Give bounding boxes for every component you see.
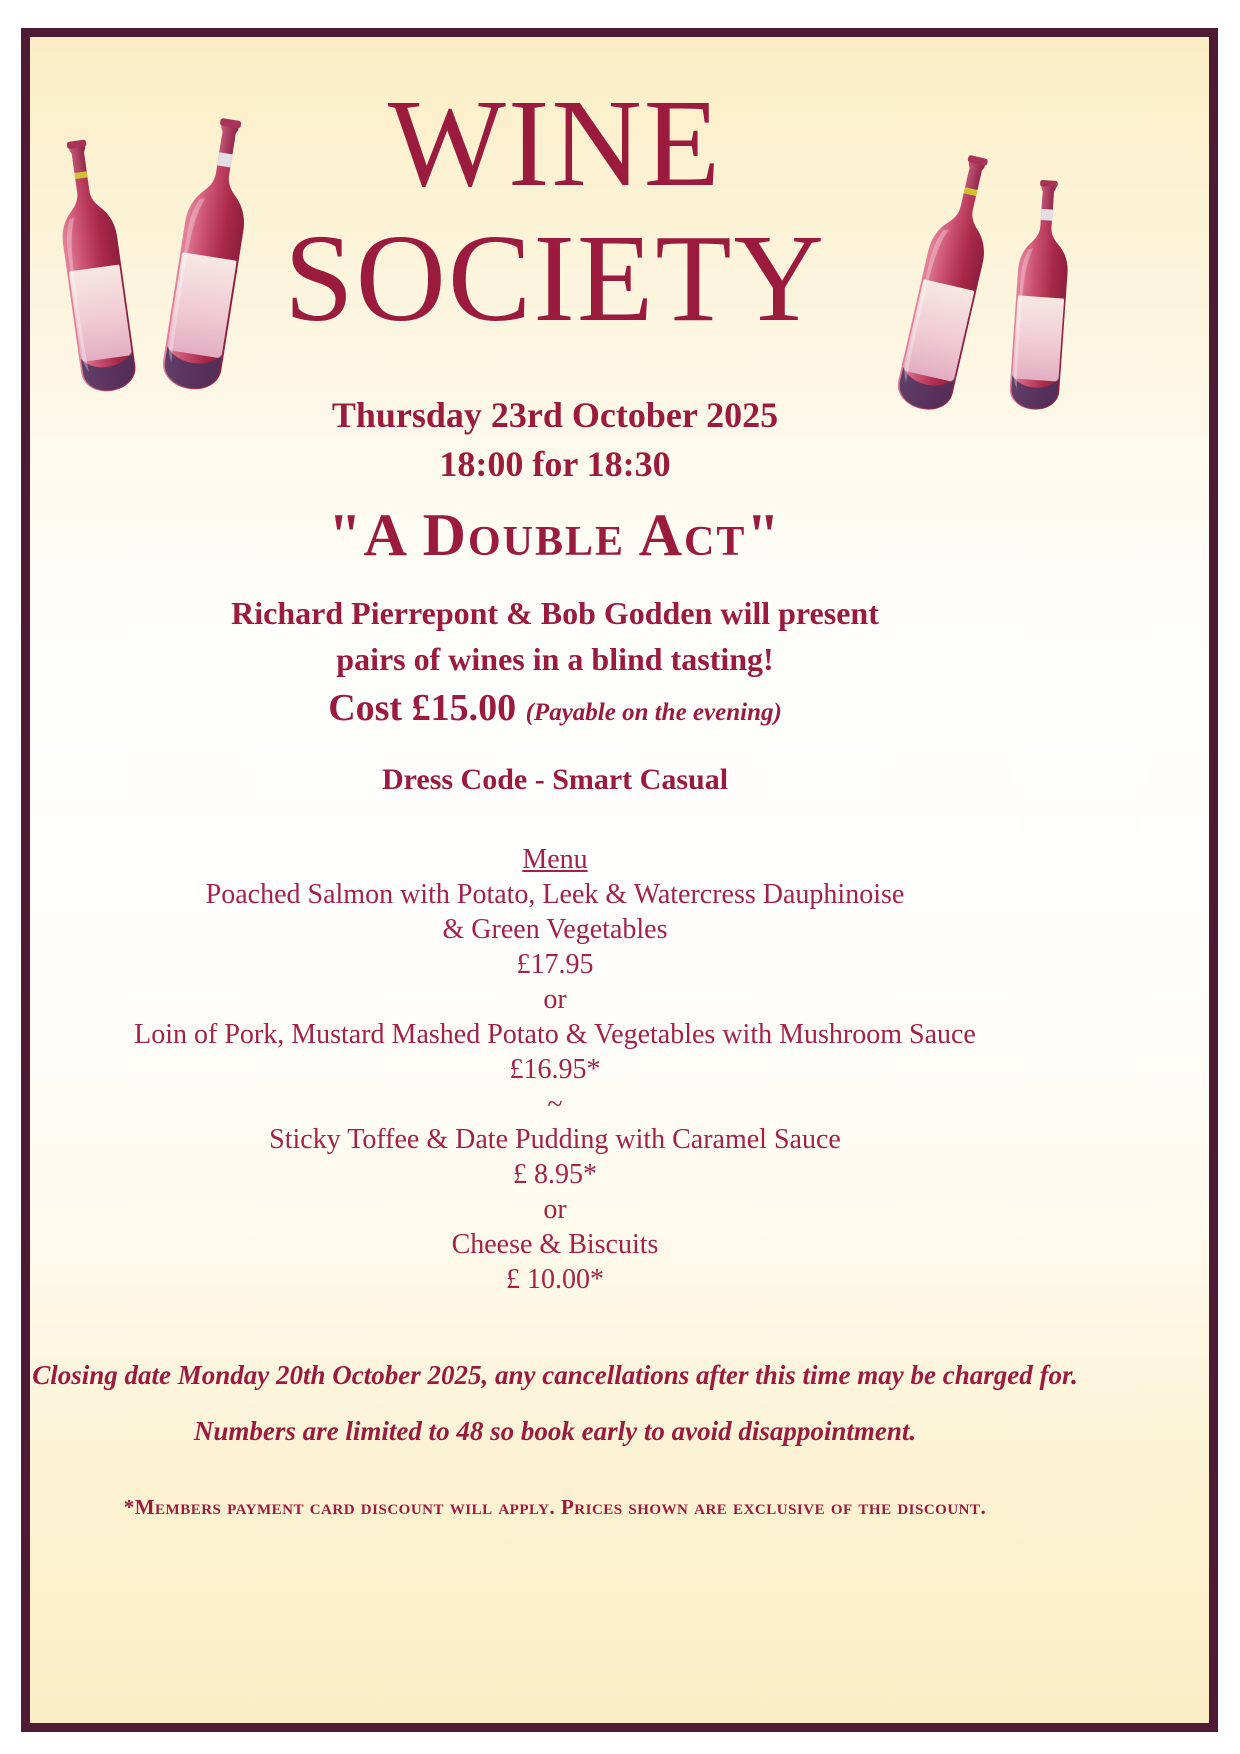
closing-date-line: Closing date Monday 20th October 2025, any cancellations after this time may be charged for. [32, 1360, 1078, 1391]
menu-item-salmon: Poached Salmon with Potato, Leek & Watercress Dauphinoise [205, 879, 905, 911]
cost-line [30, 685, 1080, 733]
menu-separator-or-2: or [543, 1194, 567, 1226]
menu-item-pudding: Sticky Toffee & Date Pudding with Caramel Sauce [269, 1124, 841, 1156]
menu-item-pork: Loin of Pork, Mustard Mashed Potato & Vegetables with Mushroom Sauce [134, 1019, 976, 1051]
presenters-line-1: Richard Pierrepont & Bob Godden will present [231, 595, 879, 631]
menu-price-pudding: £ 8.95* [513, 1159, 597, 1191]
flyer-sheet [21, 28, 1218, 1732]
menu-item-cheese: Cheese & Biscuits [451, 1229, 659, 1261]
discount-footnote: *Members payment card discount will apply. Prices shown are exclusive of the discount. [123, 1494, 987, 1519]
menu-price-salmon: £17.95 [516, 949, 594, 981]
numbers-limited-line: Numbers are limited to 48 so book early to avoid disappointment. [193, 1416, 917, 1447]
event-date: Thursday 23rd October 2025 [331, 395, 779, 435]
event-time: 18:00 for 18:30 [439, 444, 671, 484]
menu-price-cheese: £ 10.00* [506, 1264, 604, 1296]
title-line-1: WINE [387, 75, 723, 213]
menu-item-salmon-cont: & Green Vegetables [442, 914, 668, 946]
presenters-line-2: pairs of wines in a blind tasting! [336, 641, 774, 678]
dress-code: Dress Code - Smart Casual [381, 763, 729, 797]
title-line-2: SOCIETY [284, 210, 826, 348]
cost-note: (Payable on the evening) [525, 698, 782, 726]
cost-amount: Cost £15.00 [328, 686, 517, 729]
menu-section [30, 842, 1080, 1297]
menu-separator-tilde: ~ [547, 1089, 563, 1121]
event-title: "A Double Act" [328, 502, 782, 568]
menu-price-pork: £16.95* [509, 1054, 601, 1086]
flyer-content [30, 37, 1080, 1520]
flyer-title [30, 77, 1080, 347]
menu-separator-or: or [543, 984, 567, 1016]
menu-heading: Menu [522, 844, 588, 876]
